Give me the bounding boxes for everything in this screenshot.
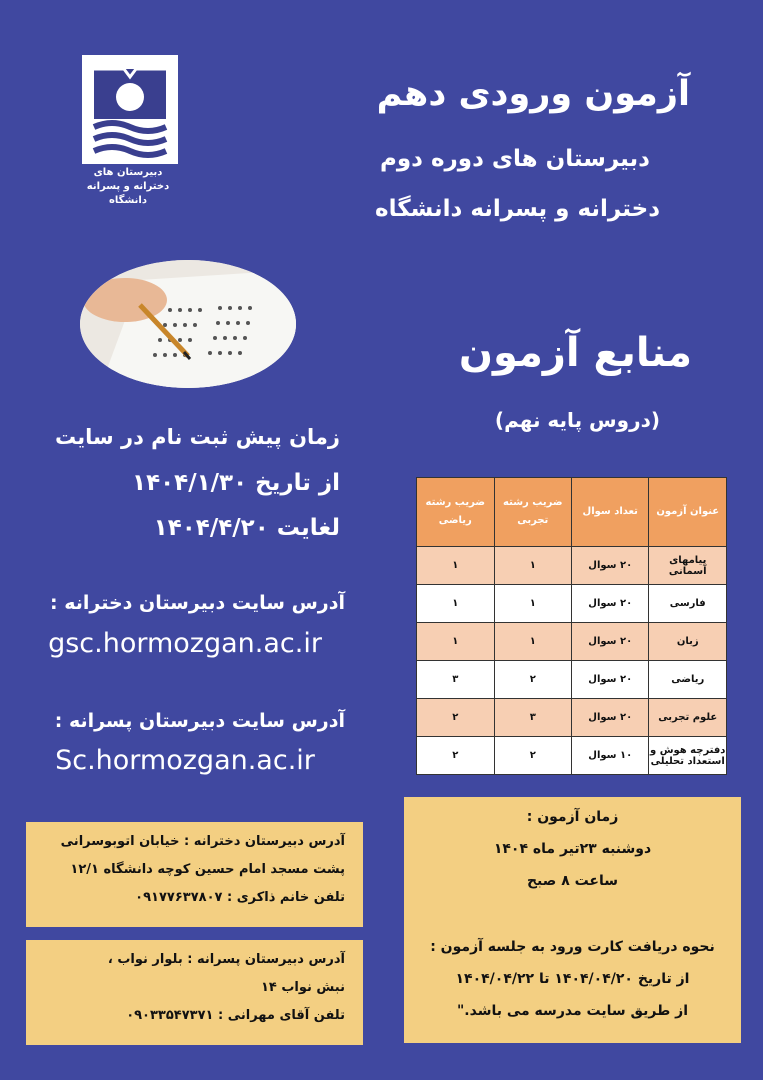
cell-coef-exp: ۳	[494, 699, 571, 737]
cell-subject: فارسی	[649, 585, 727, 623]
cell-coef-exp: ۲	[494, 661, 571, 699]
cell-count: ۲۰ سوال	[572, 585, 649, 623]
logo-emblem-icon	[84, 57, 176, 162]
girls-address-line1: آدرس دبیرستان دخترانه : خیابان اتوبوسرانی	[60, 834, 345, 849]
exam-hour: ساعت ۸ صبح	[526, 873, 619, 889]
cell-coef-math: ۱	[417, 547, 495, 585]
logo-caption-line1: دبیرستان های	[93, 167, 163, 178]
boys-site-link[interactable]: Sc.hormozgan.ac.ir	[55, 745, 315, 776]
cell-coef-exp: ۱	[494, 623, 571, 661]
girls-address-line2: پشت مسجد امام حسین کوچه دانشگاه ۱۲/۱	[70, 862, 345, 877]
boys-site-label: آدرس سایت دبیرستان پسرانه :	[54, 710, 345, 732]
cell-coef-exp: ۲	[494, 737, 571, 775]
boys-address-line2: نبش نواب ۱۴	[260, 980, 345, 995]
sources-title: منابع آزمون	[458, 330, 692, 376]
table-header-row	[417, 478, 727, 547]
exam-photo	[80, 260, 296, 388]
girls-site-label: آدرس سایت دبیرستان دخترانه :	[50, 592, 345, 614]
girls-site-link[interactable]: gsc.hormozgan.ac.ir	[48, 628, 322, 659]
school-logo	[82, 55, 178, 164]
registration-start-date: از تاریخ ۱۴۰۴/۱/۳۰	[132, 470, 340, 496]
cell-coef-exp: ۱	[494, 585, 571, 623]
subtitle-line2: دخترانه و پسرانه دانشگاه	[375, 196, 660, 222]
answer-sheet-illustration	[80, 260, 296, 388]
cell-count: ۲۰ سوال	[572, 699, 649, 737]
table-row	[417, 737, 727, 775]
cell-coef-math: ۱	[417, 623, 495, 661]
registration-heading: زمان پیش ثبت نام در سایت	[55, 425, 340, 449]
exam-date: دوشنبه ۲۳تیر ماه ۱۴۰۴	[493, 841, 652, 857]
logo-caption	[75, 166, 181, 208]
boys-address-box	[26, 940, 363, 1045]
cell-count: ۲۰ سوال	[572, 547, 649, 585]
cell-count: ۱۰ سوال	[572, 737, 649, 775]
entry-card-method: از طریق سایت مدرسه می باشد."	[457, 1003, 688, 1019]
exam-info-box	[404, 797, 741, 1043]
cell-count: ۲۰ سوال	[572, 623, 649, 661]
cell-coef-math: ۲	[417, 737, 495, 775]
header-coef-experimental: ضریب رشته تجربی	[494, 478, 571, 547]
table-row	[417, 623, 727, 661]
table-row	[417, 547, 727, 585]
girls-phone: تلفن خانم ذاکری : ۰۹۱۷۷۶۳۷۸۰۷	[135, 890, 345, 905]
registration-end-date: لغایت ۱۴۰۴/۴/۲۰	[153, 515, 340, 541]
sources-subtitle: (دروس پایه نهم)	[494, 408, 660, 432]
header-question-count: تعداد سوال	[572, 478, 649, 547]
header-subject: عنوان آزمون	[649, 478, 727, 547]
exam-time-label: زمان آزمون :	[526, 809, 619, 825]
cell-coef-math: ۲	[417, 699, 495, 737]
exam-sources-table	[416, 477, 727, 775]
table-row	[417, 661, 727, 699]
boys-address-line1: آدرس دبیرستان پسرانه : بلوار نواب ،	[107, 952, 345, 967]
cell-coef-math: ۳	[417, 661, 495, 699]
table-body	[417, 547, 727, 775]
table-row	[417, 699, 727, 737]
entry-card-label: نحوه دریافت کارت ورود به جلسه آزمون :	[430, 939, 715, 955]
header-coef-math: ضریب رشته ریاضی	[417, 478, 495, 547]
boys-phone: تلفن آقای مهرانی : ۰۹۰۳۳۵۴۷۳۷۱	[126, 1008, 345, 1023]
cell-subject: علوم تجربی	[649, 699, 727, 737]
cell-coef-exp: ۱	[494, 547, 571, 585]
cell-subject: پیامهای آسمانی	[649, 547, 727, 585]
cell-subject: زبان	[649, 623, 727, 661]
cell-subject: ریاضی	[649, 661, 727, 699]
cell-count: ۲۰ سوال	[572, 661, 649, 699]
main-title: آزمون ورودی دهم	[376, 74, 690, 114]
cell-coef-math: ۱	[417, 585, 495, 623]
table-row	[417, 585, 727, 623]
subtitle-line1: دبیرستان های دوره دوم	[380, 146, 650, 172]
logo-caption-line3: دانشگاه	[109, 195, 147, 206]
logo-caption-line2: دخترانه و پسرانه	[86, 181, 170, 192]
cell-subject: دفترچه هوش و استعداد تحلیلی	[649, 737, 727, 775]
entry-card-dates: از تاریخ ۱۴۰۴/۰۴/۲۰ تا ۱۴۰۴/۰۴/۲۲	[455, 971, 690, 987]
girls-address-box	[26, 822, 363, 927]
